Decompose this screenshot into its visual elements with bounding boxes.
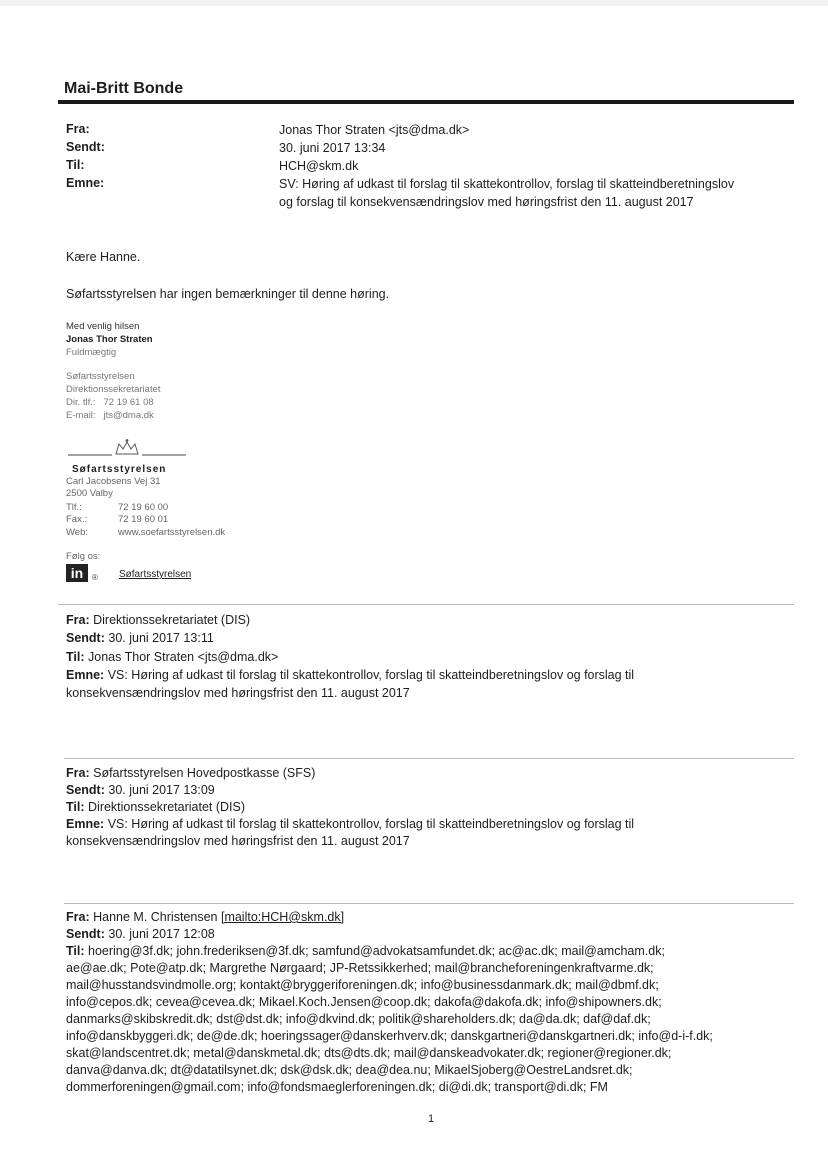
fwd2-sendt: Sendt: 30. juni 2017 13:09	[66, 783, 215, 797]
recipient-line[interactable]: danmarks@skibskredit.dk; dst@dst.dk; info@dkvind.dk; politik@shareholders.dk; da@da.dk; daf@daf.dk;	[66, 1012, 651, 1026]
fwd1-fra: Fra: Direktionssekretariatet (DIS)	[66, 613, 251, 627]
separator-2	[64, 758, 794, 759]
fwd3-til: Til: hoering@3f.dk; john.frederiksen@3f.dk; samfund@advokatsamfundet.dk; ac@ac.dk; mail@amcham.dk;	[66, 944, 665, 958]
fwd2-fra: Fra: Søfartsstyrelsen Hovedpostkasse (SFS)	[66, 766, 316, 780]
signature-org: Søfartsstyrelsen	[66, 371, 135, 382]
fax-label: Fax.:	[66, 514, 88, 525]
signature-email: E-mail: jts@dma.dk	[66, 410, 154, 421]
signature-name: Jonas Thor Straten	[66, 334, 153, 345]
fwd2-til: Til: Direktionssekretariatet (DIS)	[66, 800, 246, 814]
tlf-label: Tlf.:	[66, 502, 82, 513]
recipient-line[interactable]: ae@ae.dk; Pote@atp.dk; Margrethe Nørgaard; JP-Retssikkerhed; mail@brancheforeningenkraftvarme.dk;	[66, 961, 654, 975]
fwd1-emne-line2: konsekvensændringslov med høringsfrist den 11. august 2017	[66, 686, 410, 700]
signature-title: Fuldmægtig	[66, 347, 117, 358]
fra-value: Jonas Thor Straten <jts@dma.dk>	[279, 123, 470, 137]
fwd2-emne: Emne: VS: Høring af udkast til forslag til skattekontrollov, forslag til skatteindberetningslov og forslag til	[66, 817, 635, 831]
recipient-line[interactable]: info@cepos.dk; cevea@cevea.dk; Mikael.Koch.Jensen@coop.dk; dakofa@dakofa.dk; info@shipowners.dk;	[66, 995, 662, 1009]
fax-value: 72 19 60 01	[118, 514, 169, 525]
recipient-line[interactable]: danva@danva.dk; dt@datatilsynet.dk; dsk@dsk.dk; dea@dea.nu; MikaelSjoberg@OestreLandsret.dk;	[66, 1063, 633, 1077]
sendt-label: Sendt:	[66, 140, 105, 154]
fra-label: Fra:	[66, 122, 90, 136]
fwd3-fra: Fra: Hanne M. Christensen [mailto:HCH@skm.dk]	[66, 910, 345, 924]
web-label: Web:	[66, 527, 89, 538]
closing: Med venlig hilsen	[66, 321, 140, 332]
linkedin-link[interactable]: Søfartsstyrelsen	[119, 569, 192, 580]
emne-value-line2: og forslag til konsekvensændringslov med høringsfrist den 11. august 2017	[279, 195, 694, 209]
recipient-line[interactable]: skat@landscentret.dk; metal@danskmetal.dk; dts@dts.dk; mail@danskeadvokater.dk; regioner@regioner.dk;	[66, 1046, 672, 1060]
separator-1	[58, 604, 794, 605]
logo-text: Søfartsstyrelsen	[72, 464, 167, 475]
greeting: Kære Hanne.	[66, 250, 141, 264]
separator-3	[64, 903, 794, 904]
follow-label: Følg os:	[66, 551, 101, 562]
fwd1-emne: Emne: VS: Høring af udkast til forslag til skattekontrollov, forslag til skatteindberetningslov og forslag til	[66, 668, 635, 682]
page-number: 1	[428, 1113, 435, 1125]
message: Søfartsstyrelsen har ingen bemærkninger til denne høring.	[66, 287, 390, 301]
til-label: Til:	[66, 158, 85, 172]
crown-logo-icon	[64, 438, 190, 460]
sendt-value: 30. juni 2017 13:34	[279, 141, 386, 155]
signature-dept: Direktionssekretariatet	[66, 384, 161, 395]
tlf-value: 72 19 60 00	[118, 502, 169, 513]
address2: 2500 Valby	[66, 488, 113, 499]
fwd1-sendt: Sendt: 30. juni 2017 13:11	[66, 631, 214, 645]
fwd2-emne-line2: konsekvensændringslov med høringsfrist den 11. august 2017	[66, 834, 410, 848]
signature-dir: Dir. tlf.: 72 19 61 08	[66, 397, 154, 408]
header-rule	[58, 100, 794, 104]
address1: Carl Jacobsens Vej 31	[66, 476, 161, 487]
recipient-line[interactable]: dommerforeningen@gmail.com; info@fondsmaeglerforeningen.dk; di@di.dk; transport@di.dk; FM	[66, 1080, 608, 1094]
fwd3-mailto-link[interactable]: [mailto:HCH@skm.dk]	[220, 910, 345, 924]
fwd1-til: Til: Jonas Thor Straten <jts@dma.dk>	[66, 650, 279, 664]
sender-name: Mai-Britt Bonde	[64, 80, 184, 97]
recipient-line[interactable]: mail@husstandsvindmolle.org; kontakt@bryggeriforeningen.dk; info@businessdanmark.dk; mail@dbmf.dk;	[66, 978, 659, 992]
recipient-line[interactable]: info@danskbyggeri.dk; de@de.dk; hoeringssager@danskerhverv.dk; danskgartneri@danskgartneri.dk; info@d-i-f.dk;	[66, 1029, 713, 1043]
recipient-line[interactable]: hoering@3f.dk; john.frederiksen@3f.dk; samfund@advokatsamfundet.dk; ac@ac.dk; mail@amcham.dk;	[88, 944, 665, 958]
web-value[interactable]: www.soefartsstyrelsen.dk	[118, 527, 226, 538]
emne-label: Emne:	[66, 176, 105, 190]
til-value: HCH@skm.dk	[279, 159, 359, 173]
emne-value-line1: SV: Høring af udkast til forslag til skattekontrollov, forslag til skatteindberetningslov	[279, 177, 735, 191]
scan-edge	[0, 0, 828, 6]
fwd3-sendt: Sendt: 30. juni 2017 12:08	[66, 927, 215, 941]
linkedin-icon[interactable]: in	[66, 564, 88, 583]
